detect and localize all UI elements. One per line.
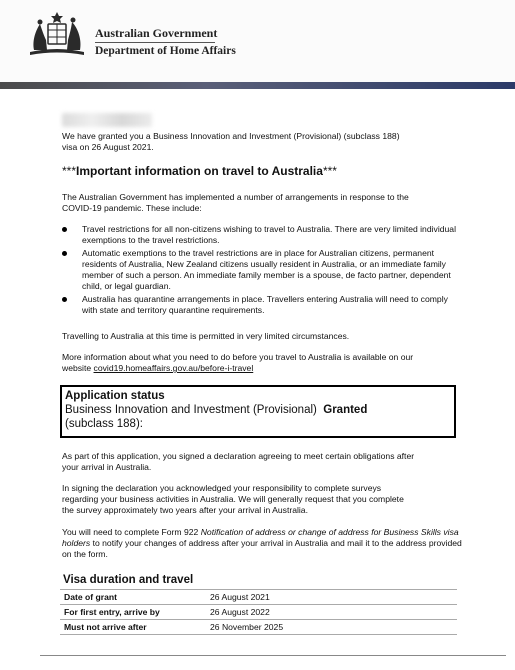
covid-arrangements-list — [62, 224, 462, 318]
more-info-line — [62, 363, 462, 374]
form-922-paragraph — [62, 527, 462, 560]
obligations-line: As part of this application, you signed a declaration agreeing to meet certain obligations after — [62, 451, 415, 461]
row-value: 26 November 2025 — [206, 620, 457, 635]
status-value: Granted — [323, 404, 368, 416]
more-info — [62, 352, 462, 374]
travel-info-link[interactable]: covid19.homeaffairs.gov.au/before-i-travel — [93, 363, 254, 373]
more-info-line: More information about what you need to do before you travel to Australia is available on our — [62, 352, 414, 362]
list-item-text: Automatic exemptions to the travel restrictions are in place for Australian citizens, permanent residents of Australia, New Zealand citizens usually resident in Australia, or an immediate family member of such a person. An immediate family member is a spouse, de facto partner, dependent child, or legal guardian. — [82, 248, 451, 291]
row-label: For first entry, arrive by — [60, 605, 206, 620]
footer-divider — [40, 655, 506, 656]
department-name: Department of Home Affairs — [95, 45, 236, 57]
survey-line: the survey approximately two years after your arrival in Australia. — [62, 505, 308, 515]
row-label: Date of grant — [60, 590, 206, 605]
visa-name: Business Innovation and Investment (Provisional) — [65, 404, 317, 416]
header-band — [0, 82, 515, 89]
obligations-paragraph — [62, 451, 462, 473]
redacted-recipient-name — [62, 113, 152, 127]
list-item — [62, 294, 462, 316]
table-row — [60, 590, 457, 605]
status-line — [65, 403, 451, 417]
survey-paragraph — [62, 483, 462, 516]
important-heading — [62, 164, 337, 178]
covid-intro-line: The Australian Government has implemented a number of arrangements in response to the — [62, 192, 409, 202]
government-name: Australian Government — [95, 26, 218, 40]
table-row — [60, 605, 457, 620]
row-value: 26 August 2021 — [206, 590, 457, 605]
website-label: website — [62, 363, 92, 373]
row-value: 26 August 2022 — [206, 605, 457, 620]
bullet-icon — [62, 297, 67, 302]
table-row — [60, 620, 457, 635]
status-line: (subclass 188): — [65, 418, 143, 430]
heading-text: Important information on travel to Australia — [76, 164, 323, 178]
covid-intro-line: COVID-19 pandemic. These include: — [62, 203, 202, 213]
list-item — [62, 224, 462, 246]
header-divider — [95, 42, 215, 43]
bullet-icon — [62, 251, 67, 256]
letterhead — [0, 0, 515, 84]
form-name: Notification of address or change of address for Business Skills visa holders — [62, 527, 459, 548]
limited-circumstances: Travelling to Australia at this time is permitted in very limited circumstances. — [62, 331, 350, 341]
list-item-text: Australia has quarantine arrangements in place. Travellers entering Australia will need to comply with state and territory quarantine requirements. — [82, 294, 448, 315]
visa-duration-title: Visa duration and travel — [63, 574, 194, 586]
list-item — [62, 248, 462, 292]
covid-intro — [62, 192, 462, 214]
bullet-icon — [62, 227, 67, 232]
row-label: Must not arrive after — [60, 620, 206, 635]
heading-asterisks: *** — [62, 164, 77, 178]
grant-intro-line: We have granted you a Business Innovation and Investment (Provisional) (subclass 188) — [62, 131, 400, 141]
coat-of-arms-logo — [26, 10, 88, 58]
application-status-box — [60, 385, 456, 438]
grant-intro — [62, 131, 462, 153]
obligations-line: your arrival in Australia. — [62, 462, 152, 472]
status-title: Application status — [65, 390, 165, 402]
list-item-text: Travel restrictions for all non-citizens wishing to travel to Australia. There are very limited individual exemptions to the travel restrictions. — [82, 224, 456, 245]
form-text: to notify your changes of address after your arrival in Australia and mail it to the address provided on the form. — [62, 538, 462, 559]
survey-line: regarding your business activities in Australia. We will generally request that you complete — [62, 494, 404, 504]
survey-line: In signing the declaration you acknowledged your responsibility to complete surveys — [62, 483, 382, 493]
heading-asterisks: *** — [322, 164, 337, 178]
form-text: You will need to complete Form 922 — [62, 527, 201, 537]
grant-intro-line: visa on 26 August 2021. — [62, 142, 154, 152]
visa-duration-table — [60, 589, 457, 635]
